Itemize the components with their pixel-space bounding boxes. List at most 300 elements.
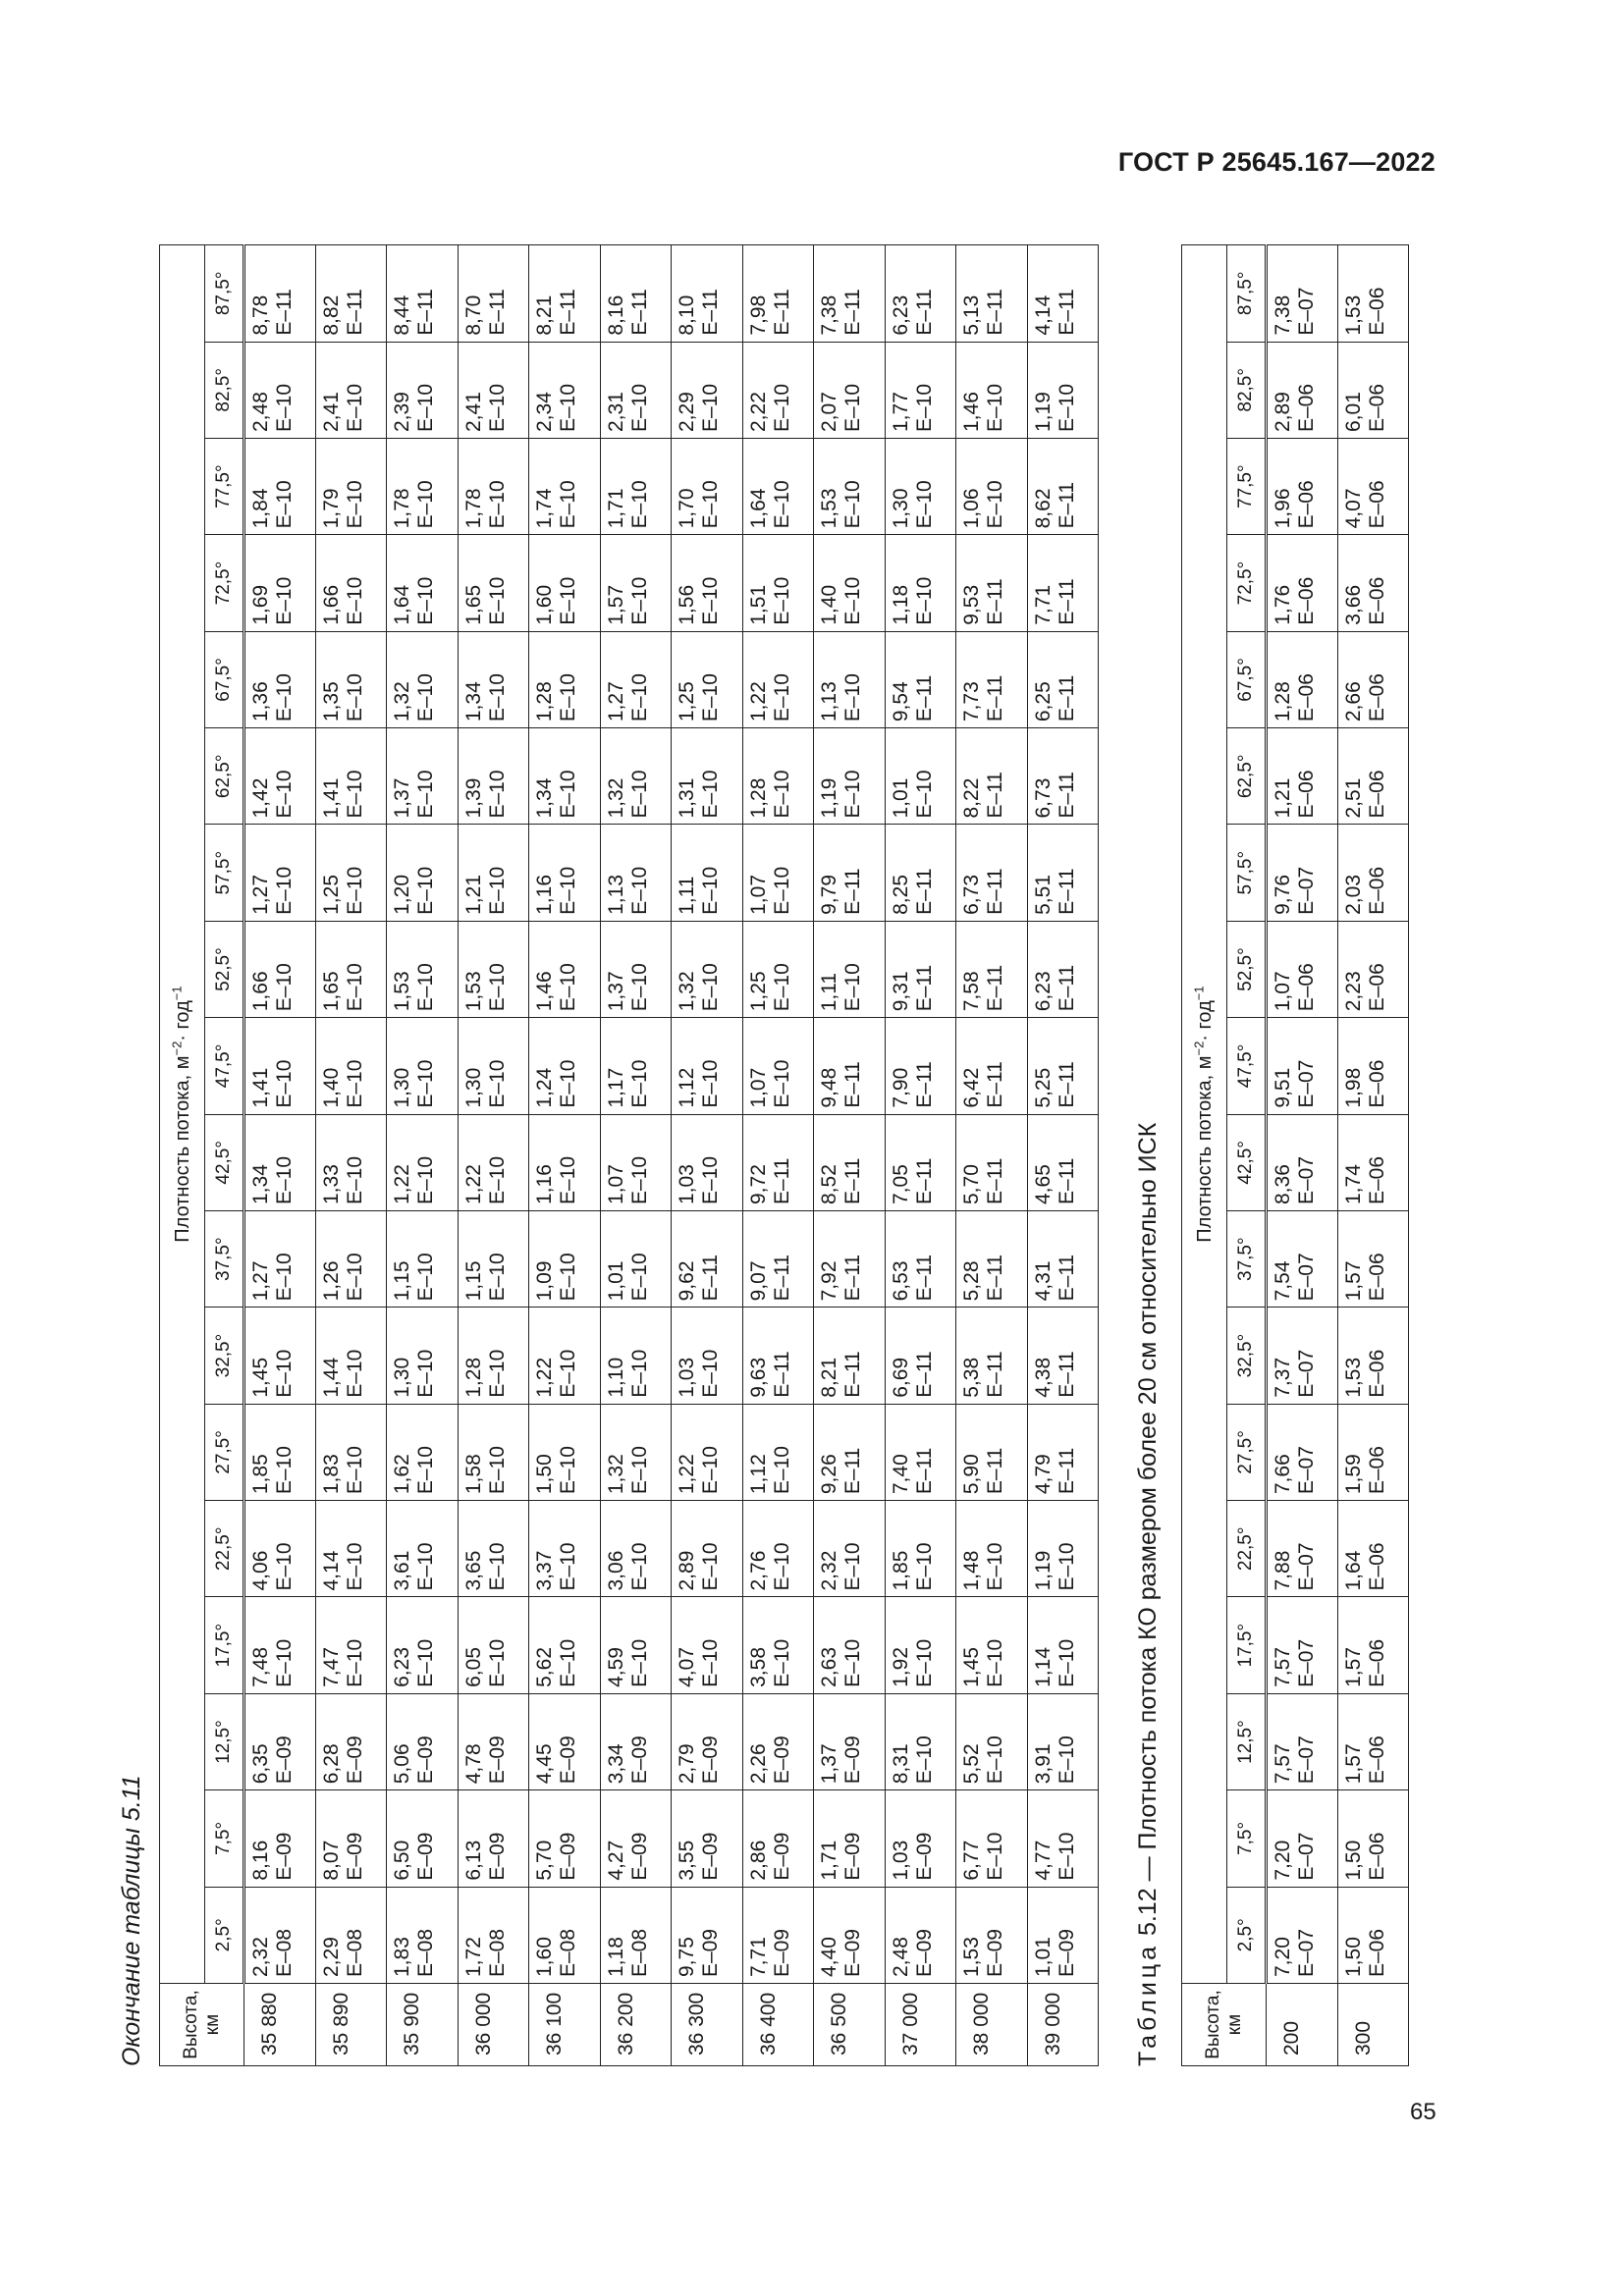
mantissa: 1,31 [676, 777, 698, 819]
flux-value-cell [458, 631, 529, 727]
flux-value-cell [1337, 342, 1409, 438]
mantissa: 2,31 [604, 392, 627, 432]
exponent: E–10 [841, 383, 864, 432]
mantissa: 3,91 [1031, 1743, 1055, 1785]
exponent: E–10 [343, 673, 366, 722]
flux-value-cell [1027, 342, 1099, 438]
flux-value-cell [529, 825, 601, 921]
mantissa: 2,26 [746, 1743, 770, 1785]
flux-value-cell [529, 1887, 601, 1983]
flux-value-cell [1267, 1693, 1338, 1789]
flux-value-cell [814, 921, 886, 1017]
mantissa: 5,38 [960, 1357, 983, 1398]
flux-value-cell [885, 1597, 956, 1693]
exponent: E–10 [557, 673, 579, 722]
exponent: E–10 [557, 1638, 579, 1687]
flux-value-cell [1337, 1597, 1409, 1693]
flux-value-cell [315, 1501, 387, 1597]
exponent: E–11 [770, 1351, 793, 1398]
exponent: E–10 [557, 480, 579, 529]
table-row [600, 245, 672, 2066]
mantissa: 1,30 [391, 1067, 413, 1108]
flux-value-cell [742, 535, 814, 631]
mantissa: 1,22 [676, 1454, 698, 1495]
flux-value-cell [1267, 1501, 1338, 1597]
flux-value-cell [244, 1597, 316, 1693]
exponent: E–11 [770, 289, 793, 336]
exponent: E–10 [699, 1349, 722, 1398]
table-511-continuation [159, 244, 1099, 2066]
flux-value-cell [885, 1501, 956, 1597]
exponent: E–10 [627, 1155, 651, 1204]
mantissa: 1,07 [746, 875, 770, 915]
mantissa: 1,58 [461, 1454, 485, 1495]
exponent: E–11 [627, 289, 651, 336]
table-row [387, 245, 459, 2066]
mantissa: 4,07 [676, 1647, 698, 1687]
flux-value-cell [1337, 1790, 1409, 1887]
exponent: E–10 [699, 383, 722, 432]
mantissa: 6,25 [1031, 681, 1055, 722]
flux-value-cell [387, 1790, 459, 1887]
flux-value-cell [956, 1693, 1028, 1789]
flux-value-cell [529, 1114, 601, 1210]
exponent: E–07 [1295, 1735, 1318, 1785]
flux-value-cell [529, 1790, 601, 1887]
exponent: E–10 [485, 1253, 509, 1302]
exponent: E–10 [627, 1638, 651, 1687]
exponent: E–06 [1365, 1735, 1388, 1785]
flux-value-cell [600, 728, 672, 825]
altitude-cell: 36 200 [600, 1984, 672, 2066]
exponent: E–07 [1295, 1638, 1318, 1687]
flux-value-cell [1337, 1501, 1409, 1597]
flux-value-cell [244, 1501, 316, 1597]
exponent: E–11 [984, 578, 1006, 625]
mantissa: 3,37 [533, 1550, 556, 1591]
flux-value-cell [1267, 1211, 1338, 1308]
mantissa: 1,18 [604, 1937, 627, 1977]
exponent: E–10 [770, 1446, 793, 1495]
document-code: ГОСТ Р 25645.167—2022 [1117, 147, 1435, 177]
col-header-angle: 87,5° [1227, 245, 1267, 343]
exponent: E–10 [699, 673, 722, 722]
mantissa: 1,33 [319, 1164, 343, 1204]
exponent: E–08 [414, 1928, 437, 1977]
flux-value-cell [529, 1404, 601, 1500]
exponent: E–10 [414, 963, 437, 1012]
mantissa: 1,35 [319, 681, 343, 722]
mantissa: 1,62 [391, 1454, 413, 1495]
flux-value-cell [885, 1887, 956, 1983]
exponent: E–10 [485, 866, 509, 915]
mantissa: 2,32 [249, 1937, 272, 1977]
flux-value-cell [1027, 1887, 1099, 1983]
flux-value-cell [885, 535, 956, 631]
mantissa: 1,30 [391, 1357, 413, 1398]
exponent: E–10 [343, 480, 366, 529]
exponent: E–11 [485, 289, 509, 336]
mantissa: 2,29 [676, 392, 698, 432]
exponent: E–10 [1055, 1832, 1078, 1881]
exponent: E–10 [414, 383, 437, 432]
mantissa: 6,13 [461, 1840, 485, 1881]
flux-value-cell [600, 1211, 672, 1308]
altitude-cell: 36 000 [458, 1984, 529, 2066]
mantissa: 5,25 [1031, 1067, 1055, 1108]
flux-value-cell [1027, 921, 1099, 1017]
col-header-angle: 77,5° [205, 439, 244, 535]
flux-value-cell [1027, 1597, 1099, 1693]
flux-value-cell [387, 631, 459, 727]
flux-value-cell [742, 1308, 814, 1404]
exponent: E–10 [343, 1155, 366, 1204]
mantissa: 3,34 [604, 1743, 627, 1785]
mantissa: 4,31 [1031, 1260, 1055, 1302]
mantissa: 7,98 [746, 294, 770, 336]
mantissa: 1,12 [746, 1454, 770, 1495]
mantissa: 1,71 [604, 488, 627, 529]
exponent: E–10 [273, 770, 296, 819]
mantissa: 9,63 [746, 1357, 770, 1398]
mantissa: 9,26 [818, 1454, 840, 1495]
flux-value-cell [458, 1018, 529, 1114]
exponent: E–10 [627, 383, 651, 432]
exponent: E–10 [841, 480, 864, 529]
flux-value-cell [315, 728, 387, 825]
flux-value-cell [244, 1114, 316, 1210]
mantissa: 4,27 [604, 1840, 627, 1881]
flux-value-cell [885, 1404, 956, 1500]
exponent: E–10 [984, 1542, 1006, 1591]
flux-value-cell [672, 1404, 743, 1500]
flux-value-cell [885, 1018, 956, 1114]
exponent: E–10 [273, 576, 296, 625]
flux-value-cell [672, 342, 743, 438]
mantissa: 6,69 [889, 1357, 912, 1398]
flux-value-cell [458, 439, 529, 535]
mantissa: 1,37 [604, 971, 627, 1012]
mantissa: 2,41 [319, 392, 343, 432]
exponent: E–10 [841, 1542, 864, 1591]
mantissa: 1,20 [391, 875, 413, 915]
mantissa: 2,23 [1341, 971, 1365, 1012]
exponent: E–11 [414, 289, 437, 336]
exponent: E–06 [1295, 770, 1318, 819]
flux-value-cell [387, 535, 459, 631]
exponent: E–10 [984, 1832, 1006, 1881]
mantissa: 7,38 [1272, 294, 1294, 336]
mantissa: 8,10 [676, 294, 698, 336]
flux-value-cell [315, 1308, 387, 1404]
flux-sup-2: −1 [168, 986, 184, 1001]
flux-value-cell [672, 1501, 743, 1597]
flux-value-cell [956, 342, 1028, 438]
exponent: E–10 [1055, 1735, 1078, 1785]
mantissa: 7,05 [889, 1164, 912, 1204]
mantissa: 1,64 [746, 488, 770, 529]
flux-value-cell [315, 1887, 387, 1983]
flux-value-cell [529, 1018, 601, 1114]
mantissa: 2,48 [889, 1937, 912, 1977]
col-header-angle: 22,5° [1227, 1501, 1267, 1597]
exponent: E–08 [273, 1928, 296, 1977]
mantissa: 1,22 [746, 681, 770, 722]
flux-value-cell [956, 1501, 1028, 1597]
flux-value-cell [244, 439, 316, 535]
exponent: E–10 [485, 770, 509, 819]
mantissa: 1,16 [533, 875, 556, 915]
flux-value-cell [458, 1404, 529, 1500]
exponent: E–10 [557, 1155, 579, 1204]
flux-value-cell [458, 342, 529, 438]
mantissa: 1,83 [391, 1937, 413, 1977]
exponent: E–10 [770, 963, 793, 1012]
mantissa: 4,45 [533, 1743, 556, 1785]
exponent: E–06 [1365, 383, 1388, 432]
mantissa: 8,07 [319, 1840, 343, 1881]
exponent: E–06 [1365, 1349, 1388, 1398]
mantissa: 5,51 [1031, 875, 1055, 915]
mantissa: 3,55 [676, 1840, 698, 1881]
exponent: E–11 [912, 289, 936, 336]
flux-value-cell [672, 1211, 743, 1308]
table-row [1267, 245, 1338, 2066]
flux-value-cell [315, 1404, 387, 1500]
mantissa: 7,92 [818, 1260, 840, 1302]
exponent: E–06 [1365, 576, 1388, 625]
exponent: E–09 [1055, 1928, 1078, 1977]
mantissa: 1,74 [533, 488, 556, 529]
flux-value-cell [1027, 631, 1099, 727]
flux-value-cell [885, 1693, 956, 1789]
mantissa: 1,84 [249, 488, 272, 529]
exponent: E–06 [1295, 383, 1318, 432]
exponent: E–10 [485, 673, 509, 722]
altitude-cell: 36 100 [529, 1984, 601, 2066]
flux-value-cell [529, 728, 601, 825]
mantissa: 1,50 [533, 1454, 556, 1495]
flux-value-cell [387, 1308, 459, 1404]
exponent: E–11 [984, 1351, 1006, 1398]
mantissa: 1,28 [746, 777, 770, 819]
exponent: E–11 [1055, 1061, 1078, 1108]
mantissa: 8,62 [1031, 488, 1055, 529]
exponent: E–07 [1295, 1446, 1318, 1495]
mantissa: 9,76 [1272, 875, 1294, 915]
col-header-angle: 12,5° [205, 1693, 244, 1789]
mantissa: 1,74 [1341, 1164, 1365, 1204]
mantissa: 8,36 [1272, 1164, 1294, 1204]
exponent: E–06 [1365, 1446, 1388, 1495]
exponent: E–06 [1295, 673, 1318, 722]
flux-value-cell [387, 1501, 459, 1597]
flux-value-cell [1337, 631, 1409, 727]
exponent: E–10 [984, 480, 1006, 529]
exponent: E–11 [984, 289, 1006, 336]
exponent: E–08 [485, 1928, 509, 1977]
flux-value-cell [244, 245, 316, 343]
flux-value-cell [600, 1501, 672, 1597]
flux-value-cell [956, 921, 1028, 1017]
mantissa: 2,66 [1341, 681, 1365, 722]
exponent: E–10 [770, 1059, 793, 1108]
mantissa: 1,53 [391, 971, 413, 1012]
col-header-angle: 42,5° [1227, 1114, 1267, 1210]
exponent: E–10 [557, 1446, 579, 1495]
table-row [529, 245, 601, 2066]
mantissa: 1,41 [249, 1067, 272, 1108]
mantissa: 1,07 [1272, 971, 1294, 1012]
flux-value-cell [600, 1404, 672, 1500]
mantissa: 1,71 [818, 1840, 840, 1881]
exponent: E–08 [627, 1928, 651, 1977]
flux-value-cell [672, 1693, 743, 1789]
flux-value-cell [814, 535, 886, 631]
flux-value-cell [244, 1308, 316, 1404]
mantissa: 7,37 [1272, 1357, 1294, 1398]
mantissa: 1,65 [319, 971, 343, 1012]
flux-value-cell [1337, 921, 1409, 1017]
flux-value-cell [742, 1404, 814, 1500]
page-number: 65 [1410, 2099, 1436, 2125]
exponent: E–10 [627, 1253, 651, 1302]
flux-value-cell [956, 245, 1028, 343]
flux-value-cell [244, 1887, 316, 1983]
flux-value-cell [1267, 439, 1338, 535]
mantissa: 9,54 [889, 681, 912, 722]
mantissa: 1,21 [1272, 777, 1294, 819]
flux-value-cell [742, 631, 814, 727]
exponent: E–10 [699, 480, 722, 529]
mantissa: 1,22 [461, 1164, 485, 1204]
exponent: E–10 [343, 1542, 366, 1591]
exponent: E–09 [770, 1928, 793, 1977]
exponent: E–10 [414, 1253, 437, 1302]
flux-value-cell [315, 342, 387, 438]
exponent: E–10 [557, 1059, 579, 1108]
flux-value-cell [956, 728, 1028, 825]
mantissa: 1,59 [1341, 1454, 1365, 1495]
exponent: E–08 [557, 1928, 579, 1977]
exponent: E–10 [770, 673, 793, 722]
mantissa: 1,50 [1341, 1840, 1365, 1881]
mantissa: 1,32 [604, 777, 627, 819]
mantissa: 1,32 [391, 681, 413, 722]
table-row [1337, 245, 1409, 2066]
exponent: E–10 [557, 963, 579, 1012]
exponent: E–10 [273, 1253, 296, 1302]
flux-value-cell [315, 1597, 387, 1693]
exponent: E–10 [414, 1542, 437, 1591]
exponent: E–10 [627, 963, 651, 1012]
mantissa: 1,53 [1341, 294, 1365, 336]
mantissa: 6,35 [249, 1743, 272, 1785]
exponent: E–10 [273, 963, 296, 1012]
exponent: E–11 [699, 1254, 722, 1302]
mantissa: 1,03 [676, 1357, 698, 1398]
exponent: E–10 [273, 1349, 296, 1398]
exponent: E–10 [414, 480, 437, 529]
flux-value-cell [885, 921, 956, 1017]
exponent: E–10 [699, 1446, 722, 1495]
flux-value-cell [814, 1404, 886, 1500]
flux-value-cell [1267, 1308, 1338, 1404]
mantissa: 1,44 [319, 1357, 343, 1398]
mantissa: 8,21 [533, 294, 556, 336]
exponent: E–10 [273, 1155, 296, 1204]
flux-value-cell [885, 825, 956, 921]
exponent: E–07 [1295, 1349, 1318, 1398]
mantissa: 7,88 [1272, 1550, 1294, 1591]
exponent: E–10 [699, 866, 722, 915]
altitude-cell: 35 900 [387, 1984, 459, 2066]
flux-value-cell [742, 1114, 814, 1210]
exponent: E–11 [841, 289, 864, 336]
flux-value-cell [742, 1597, 814, 1693]
flux-value-cell [1027, 1501, 1099, 1597]
exponent: E–11 [912, 674, 936, 722]
mantissa: 1,37 [391, 777, 413, 819]
mantissa: 7,20 [1272, 1937, 1294, 1977]
flux-value-cell [1027, 825, 1099, 921]
exponent: E–10 [699, 1155, 722, 1204]
flux-value-cell [672, 631, 743, 727]
flux-value-cell [885, 245, 956, 343]
exponent: E–10 [414, 770, 437, 819]
exponent: E–11 [984, 1061, 1006, 1108]
exponent: E–11 [1055, 964, 1078, 1012]
exponent: E–10 [557, 1349, 579, 1398]
mantissa: 6,50 [391, 1840, 413, 1881]
flux-value-cell [244, 1693, 316, 1789]
flux-value-cell [672, 728, 743, 825]
exponent: E–11 [984, 1447, 1006, 1495]
exponent: E–10 [912, 576, 936, 625]
mantissa: 1,77 [889, 392, 912, 432]
flux-value-cell [885, 439, 956, 535]
flux-value-cell [600, 1693, 672, 1789]
flux-value-cell [600, 1887, 672, 1983]
table-caption-prefix: Таблица [1134, 1942, 1162, 2066]
col-header-angle: 37,5° [1227, 1211, 1267, 1308]
exponent: E–10 [557, 1542, 579, 1591]
mantissa: 2,32 [818, 1550, 840, 1591]
flux-value-cell [244, 631, 316, 727]
mantissa: 1,65 [461, 584, 485, 625]
mantissa: 4,06 [249, 1550, 272, 1591]
mantissa: 1,57 [1341, 1260, 1365, 1302]
exponent: E–10 [343, 1446, 366, 1495]
flux-value-cell [1337, 1887, 1409, 1983]
altitude-cell: 39 000 [1027, 1984, 1099, 2066]
mantissa: 1,19 [1031, 392, 1055, 432]
mantissa: 1,03 [676, 1164, 698, 1204]
exponent: E–11 [912, 1061, 936, 1108]
exponent: E–10 [414, 673, 437, 722]
exponent: E–09 [273, 1735, 296, 1785]
flux-mid: · год [171, 1000, 193, 1041]
mantissa: 1,60 [533, 1937, 556, 1977]
col-header-angle: 22,5° [205, 1501, 244, 1597]
mantissa: 7,58 [960, 971, 983, 1012]
mantissa: 4,78 [461, 1743, 485, 1785]
exponent: E–10 [699, 963, 722, 1012]
flux-label: Плотность потока, м [1193, 1055, 1216, 1243]
mantissa: 8,21 [818, 1357, 840, 1398]
exponent: E–10 [414, 1638, 437, 1687]
exponent: E–10 [273, 866, 296, 915]
